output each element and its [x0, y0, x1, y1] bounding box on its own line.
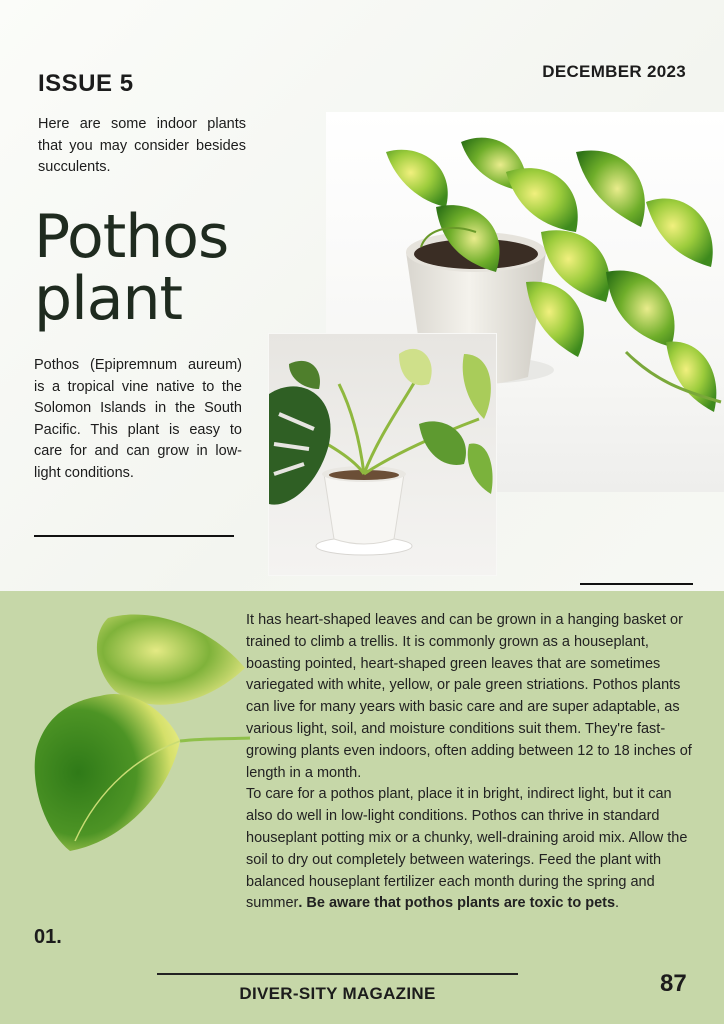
issue-date: DECEMBER 2023 — [542, 62, 686, 81]
footer-divider — [157, 973, 518, 975]
article-paragraph-1: It has heart-shaped leaves and can be grown in a hanging basket or trained to climb a trellis. It is commonly grown as a houseplant, boasting pointed, heart-shaped green leaves that are sometimes variegated with white, yellow, or pale green striations. Pothos plants can live for many years with basic care and are super adaptable, as various light, soil, and moisture conditions suit them. They're fast-growing plants even indoors, often adding between 12 to 18 inches of length in a month. — [246, 612, 692, 781]
article-paragraph-2 — [246, 784, 694, 915]
monstera-pot-photo — [268, 333, 497, 576]
title-line-1: Pothos — [34, 202, 229, 272]
magazine-name: DIVER-SITY MAGAZINE — [239, 984, 436, 1003]
article-body — [246, 610, 694, 915]
title-line-2: plant — [34, 264, 183, 334]
divider-left — [34, 535, 234, 537]
variegated-leaf-image — [30, 606, 250, 856]
issue-label: ISSUE 5 — [38, 70, 134, 97]
intro-text: Here are some indoor plants that you may consider besides succulents. — [38, 116, 246, 175]
paragraph-end: . — [615, 895, 620, 912]
page-number: 87 — [660, 970, 687, 997]
plant-description: Pothos (Epipremnum aureum) is a tropical vine native to the Solomon Islands in the South Pacific. This plant is easy to care for and can grow in low-light conditions. — [34, 357, 242, 481]
care-text: To care for a pothos plant, place it in bright, indirect light, but it can also do well in low-light conditions. Pothos can thrive in standard houseplant potting mix or a chunky, well-draining aroid mix. Allow the soil to dry out completely between waterings. Feed the plant with balanced houseplant fertilizer each month during the spring and summer — [246, 786, 688, 912]
section-number: 01. — [34, 926, 62, 948]
page-title — [34, 202, 229, 334]
divider-right — [580, 583, 693, 585]
toxicity-warning: . Be aware that pothos plants are toxic to pets — [298, 895, 616, 912]
monstera-pot-image — [269, 334, 496, 575]
